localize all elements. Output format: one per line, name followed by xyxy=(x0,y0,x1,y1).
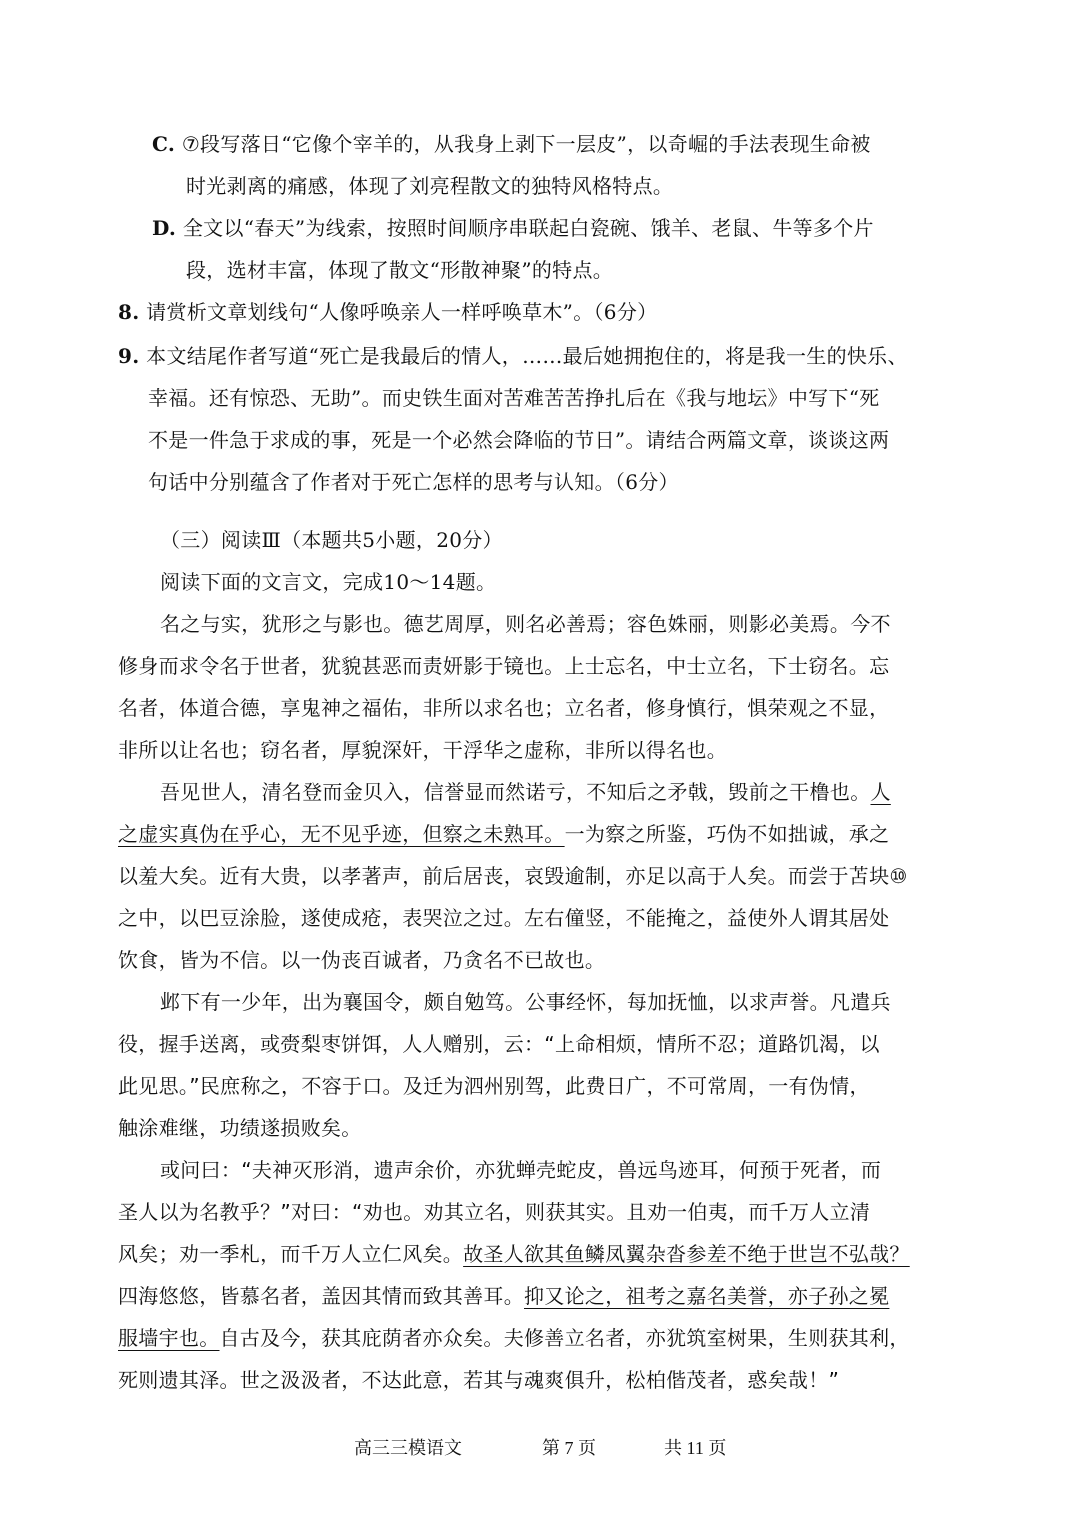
passage-p1-line-1: 名之与实，犹形之与影也。德艺周厚，则名必善焉；容色姝丽，则影必美焉。今不 xyxy=(160,612,891,636)
passage-p3-line-1: 邺下有一少年，出为襄国令，颇自勉笃。公事经怀，每加抚恤，以求声誉。凡遣兵 xyxy=(160,990,891,1014)
passage-p4-line-1: 或问曰：“夫神灭形消，遗声余价，亦犹蝉壳蛇皮，兽远鸟迹耳，何预于死者，而 xyxy=(160,1158,882,1182)
passage-p4-text-4a: 四海悠悠，皆慕名者，盖因其情而致其善耳。 xyxy=(118,1284,524,1308)
passage-p4-text-3a: 风矣；劝一季札，而千万人立仁风矣。 xyxy=(118,1242,464,1266)
passage-p3-line-3: 此见思。”民庶称之，不容于口。及迁为泗州别驾，此费日广，不可常周，一有伪情， xyxy=(118,1074,870,1098)
passage-p2-text-1a: 吾见世人，清名登而金贝入，信誉显而然诺亏，不知后之矛戟，毁前之干橹也。 xyxy=(160,780,871,804)
question-9-line-1 xyxy=(118,344,908,368)
question-8 xyxy=(118,300,657,324)
passage-p4-line-5 xyxy=(118,1326,910,1350)
underlined-sentence-1-start: 人 xyxy=(870,780,891,804)
question-9-text-1: 本文结尾作者写道“死亡是我最后的情人，……最后她拥抱住的，将是我一生的快乐、 xyxy=(146,344,908,368)
underlined-sentence-1-end: 之虚实真伪在乎心，无不见乎迹，但察之未熟耳。 xyxy=(118,822,565,846)
passage-p4-line-4 xyxy=(118,1284,889,1308)
section-intro: 阅读下面的文言文，完成10～14题。 xyxy=(160,570,497,594)
option-c-label: C. xyxy=(152,132,176,156)
underlined-sentence-2: 故圣人欲其鱼鳞凤翼杂沓参差不绝于世岂不弘哉？ xyxy=(463,1242,910,1266)
passage-p4-line-2: 圣人以为名教乎？”对曰：“劝也。劝其立名，则获其实。且劝一伯夷，而千万人立清 xyxy=(118,1200,871,1224)
footer-total-pages: 共 11 页 xyxy=(664,1438,727,1458)
footer-subject: 高三三模语文 xyxy=(354,1438,462,1458)
passage-p1-line-4: 非所以让名也；窃名者，厚貌深奸，干浮华之虚称，非所以得名也。 xyxy=(118,738,727,762)
option-c-line-1 xyxy=(152,132,871,156)
passage-p2-line-1 xyxy=(160,780,891,804)
section-title: （三）阅读Ⅲ（本题共5小题，20分） xyxy=(160,528,503,552)
passage-p1-line-3: 名者，体道合德，享鬼神之福佑，非所以求名也；立名者，修身慎行，惧荣观之不显， xyxy=(118,696,890,720)
option-d-line-2: 段，选材丰富，体现了散文“形散神聚”的特点。 xyxy=(186,258,614,282)
question-8-label: 8. xyxy=(118,300,140,324)
question-9-label: 9. xyxy=(118,344,140,368)
option-d-line-1 xyxy=(152,216,874,240)
underlined-sentence-3-start: 抑又论之，祖考之嘉名美誉，亦子孙之冕 xyxy=(524,1284,890,1308)
passage-p4-line-3 xyxy=(118,1242,910,1266)
option-c-line-2: 时光剥离的痛感，体现了刘亮程散文的独特风格特点。 xyxy=(186,174,674,198)
passage-p2-line-4: 之中，以巴豆涂脸，遂使成疮，表哭泣之过。左右僮竖，不能掩之，益使外人谓其居处 xyxy=(118,906,890,930)
option-d-text-1: 全文以“春天”为线索，按照时间顺序串联起白瓷碗、饿羊、老鼠、牛等多个片 xyxy=(182,216,874,240)
option-d-label: D. xyxy=(152,216,177,240)
question-9-line-2: 幸福。还有惊恐、无助”。而史铁生面对苦难苦苦挣扎后在《我与地坛》中写下“死 xyxy=(148,386,880,410)
passage-p3-line-4: 触涂难继，功绩遂损败矣。 xyxy=(118,1116,362,1140)
underlined-sentence-3-end: 服墙宇也。 xyxy=(118,1326,220,1350)
passage-p4-line-6: 死则遗其泽。世之汲汲者，不达此意，若其与魂爽俱升，松柏偕茂者，惑矣哉！” xyxy=(118,1368,840,1392)
footer-page-number: 第 7 页 xyxy=(542,1438,596,1458)
passage-p3-line-2: 役，握手送离，或赍梨枣饼饵，人人赠别，云：“上命相烦，情所不忍；道路饥渴，以 xyxy=(118,1032,880,1056)
question-8-text: 请赏析文章划线句“人像呼唤亲人一样呼唤草木”。（6分） xyxy=(146,300,658,324)
passage-p1-line-2: 修身而求令名于世者，犹貌甚恶而责妍影于镜也。上士忘名，中士立名，下士窃名。忘 xyxy=(118,654,890,678)
passage-p2-line-2 xyxy=(118,822,889,846)
question-9-line-3: 不是一件急于求成的事，死是一个必然会降临的节日”。请结合两篇文章，谈谈这两 xyxy=(148,428,890,452)
passage-p4-text-5b: 自古及今，获其庇荫者亦众矣。夫修善立名者，亦犹筑室树果，生则获其利， xyxy=(219,1326,910,1350)
passage-p2-line-3: 以羞大矣。近有大贵，以孝著声，前后居丧，哀毁逾制，亦足以高于人矣。而尝于苫块⑩ xyxy=(118,864,908,888)
option-c-text-1: ⑦段写落日“它像个宰羊的，从我身上剥下一层皮”，以奇崛的手法表现生命被 xyxy=(181,132,871,156)
passage-p2-text-2b: 一为察之所鉴，巧伪不如拙诚，承之 xyxy=(564,822,890,846)
question-9-line-4: 句话中分别蕴含了作者对于死亡怎样的思考与认知。（6分） xyxy=(148,470,679,494)
passage-p2-line-5: 饮食，皆为不信。以一伪丧百诚者，乃贪名不已故也。 xyxy=(118,948,606,972)
